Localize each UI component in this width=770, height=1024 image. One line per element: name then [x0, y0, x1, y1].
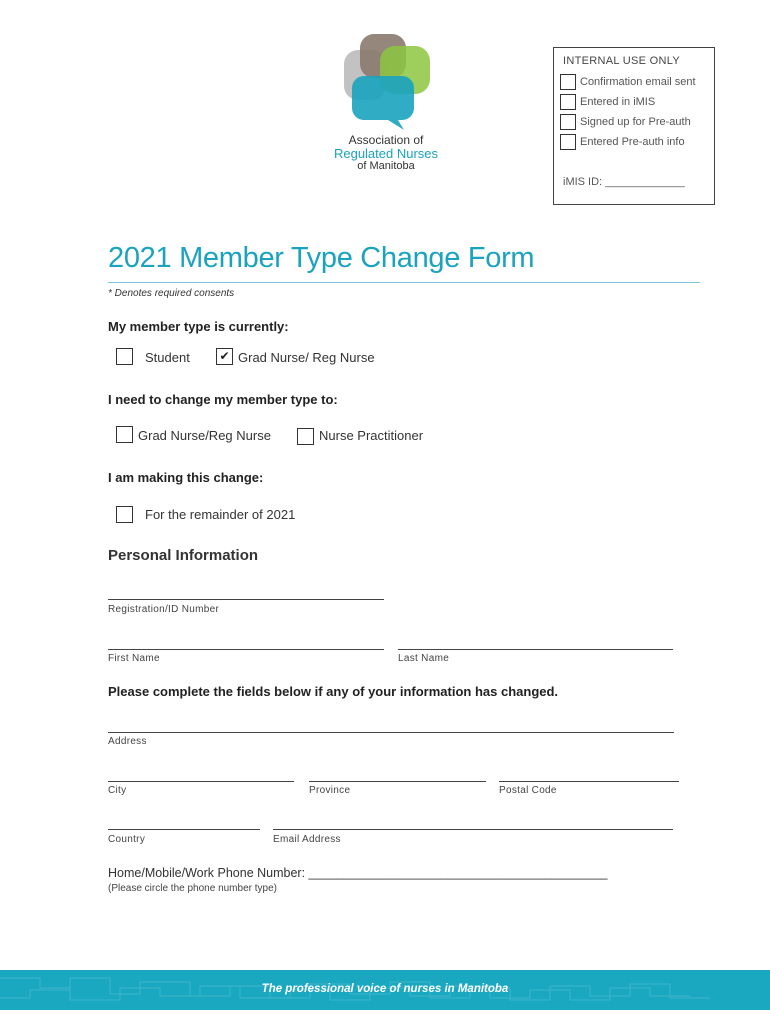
postal-code-input-line[interactable]: [499, 781, 679, 782]
postal-code-label: Postal Code: [499, 785, 557, 796]
change-grad-reg-nurse-label: Grad Nurse/Reg Nurse: [138, 428, 271, 443]
check-mark-icon: ✔: [219, 349, 230, 363]
required-note: * Denotes required consents: [108, 288, 235, 299]
student-checkbox[interactable]: [116, 348, 133, 365]
province-input-line[interactable]: [309, 781, 486, 782]
city-label: City: [108, 785, 127, 796]
imis-id-field[interactable]: iMIS ID: _____________: [563, 176, 685, 188]
internal-item-preauth-info[interactable]: [560, 133, 685, 151]
change-to-heading: I need to change my member type to:: [108, 392, 338, 407]
address-label: Address: [108, 736, 147, 747]
remainder-label: For the remainder of 2021: [145, 507, 296, 522]
first-name-input-line[interactable]: [108, 649, 384, 650]
internal-item-confirmation[interactable]: [560, 73, 696, 91]
internal-item-label: Signed up for Pre-auth: [580, 116, 691, 128]
changes-heading: Please complete the fields below if any of your information has changed.: [108, 684, 559, 699]
city-input-line[interactable]: [108, 781, 294, 782]
grad-reg-nurse-checkbox[interactable]: [216, 348, 233, 365]
phone-field[interactable]: Home/Mobile/Work Phone Number: ___________________________________________: [108, 866, 608, 880]
form-title: 2021 Member Type Change Form: [108, 242, 535, 274]
grad-reg-nurse-label: Grad Nurse/ Reg Nurse: [238, 350, 375, 365]
registration-input-line[interactable]: [108, 599, 384, 600]
last-name-input-line[interactable]: [398, 649, 673, 650]
timing-heading: I am making this change:: [108, 470, 264, 485]
internal-checkbox[interactable]: [560, 114, 576, 130]
phone-note: (Please circle the phone number type): [108, 883, 277, 894]
change-grad-reg-nurse-checkbox[interactable]: [116, 426, 133, 443]
internal-item-preauth[interactable]: [560, 113, 691, 131]
remainder-checkbox[interactable]: [116, 506, 133, 523]
last-name-label: Last Name: [398, 653, 450, 664]
nurse-practitioner-checkbox[interactable]: [297, 428, 314, 445]
address-input-line[interactable]: [108, 732, 674, 733]
logo-line-2: Regulated Nurses: [333, 146, 439, 161]
email-input-line[interactable]: [273, 829, 673, 830]
nurse-practitioner-label: Nurse Practitioner: [319, 428, 424, 443]
country-label: Country: [108, 834, 146, 845]
internal-item-imis[interactable]: [560, 93, 655, 111]
personal-info-heading: Personal Information: [108, 547, 259, 564]
internal-item-label: Confirmation email sent: [580, 76, 696, 88]
logo-line-1: Association of: [348, 133, 424, 147]
internal-checkbox[interactable]: [560, 94, 576, 110]
title-divider: [108, 282, 700, 283]
current-type-heading: My member type is currently:: [108, 319, 289, 334]
province-label: Province: [309, 785, 351, 796]
internal-item-label: Entered Pre-auth info: [580, 136, 685, 148]
internal-use-title: INTERNAL USE ONLY: [563, 55, 680, 67]
first-name-label: First Name: [108, 653, 160, 664]
student-label: Student: [145, 350, 190, 365]
footer-tagline: The professional voice of nurses in Manitoba: [261, 983, 509, 995]
internal-item-label: Entered in iMIS: [580, 96, 656, 108]
logo-line-3: of Manitoba: [357, 160, 415, 172]
logo-wordmark: [318, 134, 454, 173]
registration-label: Registration/ID Number: [108, 604, 220, 615]
internal-checkbox[interactable]: [560, 134, 576, 150]
email-label: Email Address: [273, 834, 341, 845]
internal-checkbox[interactable]: [560, 74, 576, 90]
country-input-line[interactable]: [108, 829, 260, 830]
